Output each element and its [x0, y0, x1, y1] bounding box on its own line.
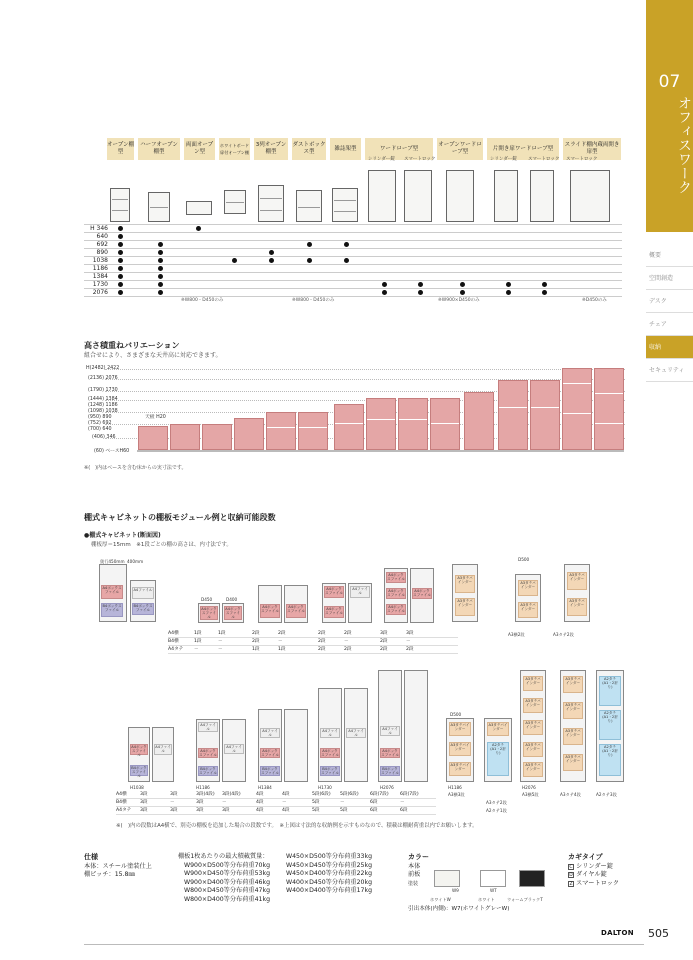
tag-b4-box: B4ボックスファイル — [131, 766, 147, 778]
availability-dot — [118, 266, 123, 271]
tag-a4-box: A4ボックスファイル — [381, 749, 399, 757]
table-row: A4タテ 3段 3段 3段 3段 4段 4段 5段 5段 6段 6段 — [116, 807, 436, 815]
availability-dot — [307, 258, 312, 263]
tag-a4-file: A4ファイル — [224, 744, 244, 754]
sidebar-nav — [646, 244, 693, 382]
stack-bar — [498, 380, 528, 450]
depth-label: 奥行450mm — [100, 559, 125, 564]
col-header: H1038 — [130, 785, 144, 790]
key-smart: Z スマートロック — [569, 879, 620, 887]
availability-dot — [118, 258, 123, 263]
tag-a3-binder: A3タテバインダー — [487, 722, 509, 736]
availability-dot — [382, 290, 387, 295]
availability-dot — [269, 258, 274, 263]
tag-a3-binder: A3タテバインダー — [455, 598, 475, 616]
tag-a3-binder: A3タテバインダー — [523, 676, 543, 691]
cabinet-slide-shelf-illust — [570, 170, 610, 222]
spec-title: 仕様 — [84, 853, 98, 861]
availability-dot — [418, 282, 423, 287]
stack-bar — [334, 404, 364, 450]
cabinet-wardrobe-cyl-illust — [368, 170, 396, 222]
key-cylinder: C シリンダー錠 — [569, 862, 613, 870]
tag-a3-binder: A3タテバインダー — [523, 720, 543, 735]
level-label: (406) 346 — [92, 435, 116, 440]
load-block-right — [286, 853, 398, 896]
stack-bar — [398, 398, 428, 450]
availability-dot — [158, 290, 163, 295]
color-title: カラー — [408, 853, 429, 861]
availability-dot — [460, 290, 465, 295]
level-label: (752) 692 — [88, 421, 112, 426]
tag-a3-binder: A3タテバインダー — [518, 602, 538, 618]
row-label: 1186 — [92, 265, 108, 272]
grid-footnote: ※W800・D450のみ — [181, 298, 224, 303]
tag-a3-binder: A3タテバインダー — [449, 742, 471, 756]
availability-dot — [158, 250, 163, 255]
spec-pitch: 棚ピッチ：15.8㎜ — [84, 871, 135, 879]
height-variation-title: 高さ積重ねバリエーション — [84, 341, 180, 350]
swatch-code: WT — [490, 888, 497, 893]
stack-bar — [170, 424, 200, 450]
tag-a3-binder: A3タテバインダー — [449, 762, 471, 776]
header-3col: 3列オープン棚型 — [253, 137, 289, 161]
cabinet-dustbox-illust — [296, 190, 322, 222]
tag-b4-box: B4ボックスファイル — [101, 603, 123, 617]
tag-a3-binder: A3タテバインダー — [563, 676, 583, 693]
load-title: 棚板1枚あたりの最大積載質量： — [178, 853, 269, 860]
row-label: H 346 — [90, 225, 108, 232]
swatch-name: ホワイトW — [430, 897, 451, 902]
h2076-a2-capacity: A2タテ3段 — [596, 792, 617, 797]
tag-a3-binder: A3タテバインダー — [567, 572, 587, 590]
load-item: W800×D450等分布荷重47kg — [184, 887, 271, 895]
tag-a4-box: A4ボックスファイル — [321, 749, 339, 757]
swatch-t1[interactable] — [519, 870, 545, 887]
key-mark-icon: C — [569, 864, 573, 870]
tag-a3-binder: A3タテバインダー — [449, 722, 471, 736]
stack-bar — [298, 412, 328, 450]
tag-a4-file: A4ファイル — [380, 726, 400, 736]
availability-dot — [196, 226, 201, 231]
sub-smart-3: スマートロック — [566, 157, 598, 162]
availability-dot — [232, 258, 237, 263]
nav-item-desk[interactable]: デスク — [646, 290, 693, 313]
depth-label: D450 — [201, 597, 213, 602]
col-header: H1186 — [448, 785, 462, 790]
sub-cylinder-2: シリンダー錠 — [490, 157, 517, 162]
module-title: 棚式キャビネットの棚板モジュール例と収納可能段数 — [84, 513, 276, 522]
color-block — [408, 853, 429, 888]
tag-a4-box: A4ボックスファイル — [387, 605, 405, 613]
availability-dot — [158, 274, 163, 279]
level-label: (1444) 1384 — [88, 397, 118, 402]
tag-a3-binder: A3タテバインダー — [563, 754, 583, 771]
tag-a4-box: A4ボックスファイル — [324, 586, 344, 598]
availability-dot — [269, 250, 274, 255]
module-h1384-b — [284, 709, 308, 782]
availability-dot — [118, 282, 123, 287]
stack-bar — [464, 392, 494, 450]
table-row: A4横 3段 3段 3段(4段) 3段(4段) 4段 4段 5段(6段) 5段(6段) 6段(7段) 6段(7段) — [116, 791, 436, 799]
key-title: カギタイプ — [568, 853, 603, 861]
tag-a3-binder: A3タテバインダー — [523, 742, 543, 757]
swatch-code: W9 — [452, 888, 459, 893]
row-label: 640 — [96, 233, 108, 240]
header-open: オープン棚型 — [106, 137, 135, 161]
page-number: 505 — [648, 927, 669, 940]
level-label: (2136) 2076 — [88, 376, 118, 381]
top-capacity-table — [168, 630, 458, 654]
availability-dot — [118, 226, 123, 231]
availability-dot — [506, 290, 511, 295]
grid-footnote: ※W800・D450のみ — [292, 298, 335, 303]
tag-b4-box: B4ボックスファイル — [132, 603, 154, 615]
depth-label: D400 — [226, 597, 238, 602]
cabinet-3col-illust — [258, 185, 284, 222]
top-board-label: 天板 H20 — [145, 415, 166, 420]
tag-a3-binder: A3タテバインダー — [563, 728, 583, 745]
availability-dot — [506, 282, 511, 287]
nav-item-chair[interactable]: チェア — [646, 313, 693, 336]
col-header: H1730 — [318, 785, 332, 790]
availability-dot — [158, 282, 163, 287]
availability-dot — [307, 242, 312, 247]
availability-dot — [118, 234, 123, 239]
base-line — [137, 450, 624, 452]
key-mark-icon: Z — [569, 881, 573, 887]
height-variation-desc: 組合せにより、さまざまな天井高に対応できます。 — [84, 352, 222, 359]
table-row: B4横 1段 － 2段 － 2段 － 2段 － — [168, 638, 458, 646]
availability-dot — [460, 282, 465, 287]
availability-dot — [542, 290, 547, 295]
tag-a4-box: A4ボックスファイル — [286, 604, 306, 618]
tag-a4-file: A4ファイル — [132, 587, 154, 599]
header-wardrobe: ワードローブ型 — [364, 137, 434, 161]
tag-a4-box: A4ボックスファイル — [131, 745, 147, 757]
swatch-name: ウォームブラックT — [507, 897, 543, 902]
tag-b4-box: B4ボックスファイル — [261, 767, 279, 775]
tag-a4-file: A4ファイル — [155, 745, 171, 753]
header-double: 両面オープン型 — [183, 137, 216, 161]
swatch-wt[interactable] — [480, 870, 506, 887]
h2076-a3t-capacity: A3タテ4段 — [560, 792, 581, 797]
load-item: W400×D450等分布荷重20kg — [286, 878, 373, 886]
load-item: W900×D500等分布荷重70kg — [184, 861, 271, 869]
cabinet-single-door-smart-illust — [530, 170, 554, 222]
height-note: ※( )内はベースを含む床からの実寸法です。 — [84, 465, 187, 471]
cabinet-open-wardrobe-illust — [446, 170, 474, 222]
tag-a4-box: A4ボックスファイル — [324, 606, 344, 618]
stack-bar — [530, 380, 560, 450]
level-label: (1790) 1730 — [88, 388, 118, 393]
tag-a4-box: A4ボックスファイル — [261, 749, 279, 757]
header-slide-shelf: スライド棚内蔵両開き扉型 — [562, 137, 622, 161]
chapter-tab[interactable] — [646, 0, 693, 232]
spec-body: 本体：スチール塗装仕上 — [84, 862, 152, 870]
header-half-open: ハーフオープン棚型 — [137, 137, 181, 161]
tag-a2: A2タテ(A1・2折り) — [487, 742, 509, 776]
header-dustbox: ダストボックス型 — [291, 137, 327, 161]
cabinet-magazine-illust — [332, 188, 358, 222]
availability-dot — [344, 242, 349, 247]
row-label: 2076 — [92, 289, 108, 296]
row-label: 1038 — [92, 257, 108, 264]
tag-a2: A2タテ(A1・2折り) — [599, 744, 621, 776]
module-subtitle: ●棚式キャビネット(断面図) — [84, 532, 161, 539]
tag-a3-binder: A3タテバインダー — [563, 702, 583, 719]
col-header: H2076 — [522, 785, 536, 790]
row-label: 1730 — [92, 281, 108, 288]
nav-item-space[interactable]: 空間創造 — [646, 267, 693, 290]
load-block-left — [178, 853, 290, 905]
row-label: 1384 — [92, 273, 108, 280]
availability-dot — [542, 282, 547, 287]
load-item: W800×D400等分布荷重41kg — [184, 895, 271, 903]
color-row: 前板 — [408, 871, 421, 879]
col-header: H2076 — [380, 785, 394, 790]
tag-b4-box: B4ボックスファイル — [199, 767, 217, 775]
tag-a4-box: A4ボックスファイル — [199, 749, 217, 757]
tag-a4-box: A4ボックスファイル — [260, 604, 280, 618]
tag-a4-file: A4ファイル — [198, 722, 218, 732]
availability-dot — [118, 242, 123, 247]
tag-b4-box: B4ボックスファイル — [321, 767, 339, 775]
load-item: W900×D400等分布荷重46kg — [184, 878, 271, 886]
stack-bar — [138, 426, 168, 450]
level-label: H(2482) 2422 — [86, 366, 120, 371]
swatch-name: ホワイト — [478, 897, 495, 902]
table-row: A4横 1段 1段 2段 2段 2段 2段 3段 3段 — [168, 630, 458, 638]
h1186-a3-capacity: A3横3段 — [448, 792, 465, 797]
table-row: B4横 3段 － 3段 － 4段 － 5段 － 6段 － — [116, 799, 436, 807]
depth-label: D500 — [450, 712, 462, 717]
bottom-capacity-table — [116, 791, 436, 815]
level-label: (700) 640 — [88, 427, 112, 432]
spec-block — [84, 853, 172, 880]
header-single-door-wardrobe: 片開き扉ワードローブ型 — [486, 137, 560, 161]
load-item: W450×D400等分布荷重22kg — [286, 870, 373, 878]
module-notes: ※( )内の段数はA4横で、別売の棚板を追加した場合の段数です。 ※上図は寸法的な収納例を示すものなので、積載は棚耐荷重以内でお願いします。 — [116, 823, 478, 829]
tag-a2: A2タテ(A1・2折り) — [599, 676, 621, 706]
cabinet-open-illust — [110, 188, 130, 222]
grid-footnote: ※W900×D450のみ — [438, 298, 480, 303]
swatch-code: T1 — [530, 888, 536, 893]
module-h2076-b — [404, 670, 428, 782]
tag-a3-binder: A3タテバインダー — [523, 762, 543, 777]
sub-smart-2: スマートロック — [528, 157, 560, 162]
stack-bar — [234, 418, 264, 450]
table-row: A4タテ － － 1段 1段 2段 2段 2段 2段 — [168, 646, 458, 654]
key-block — [568, 853, 619, 888]
chapter-title: オフィスワーク — [676, 96, 692, 194]
level-label: (60) ベースH60 — [94, 449, 130, 454]
stack-bar — [366, 398, 396, 450]
h1038-a3-capacity: A3タテ2段 — [553, 632, 574, 637]
cabinet-wardrobe-smart-illust — [404, 170, 432, 222]
load-item: W450×D500等分布荷重33kg — [286, 853, 373, 860]
tag-a4-box: A4ボックスファイル — [225, 607, 241, 619]
header-magazine: 雑誌架型 — [329, 137, 362, 161]
nav-item-security[interactable]: セキュリティ — [646, 359, 693, 382]
load-item: W900×D450等分布荷重53kg — [184, 870, 271, 878]
tag-a4-file: A4ファイル — [346, 728, 366, 738]
tag-a4-box: A4ボックスファイル — [413, 589, 431, 597]
inner-color: 引出本体(内側)：W7(ホワイトグレーW) — [408, 906, 510, 912]
availability-dot — [158, 242, 163, 247]
h1186-a2-capacity: A2タテ1段 — [486, 808, 507, 813]
color-row: 塗装 — [408, 880, 419, 887]
header-open-wardrobe: オープンワードローブ型 — [436, 137, 484, 161]
load-item: W450×D450等分布荷重25kg — [286, 861, 373, 869]
tag-a4-file: A4ファイル — [320, 728, 340, 738]
stack-bar — [266, 412, 296, 450]
tag-a4-box: A4ボックスファイル — [387, 573, 405, 581]
brand-logo: DALTON — [601, 929, 634, 937]
stack-bar — [594, 368, 624, 450]
module-spec: 棚板厚＝15mm ※1段ごとの棚の高さは、内寸法です。 — [91, 542, 232, 548]
cabinet-whiteboard-illust — [224, 190, 246, 214]
tag-b4-box: B4ボックスファイル — [381, 767, 399, 775]
nav-item-storage[interactable]: 収納 — [646, 336, 693, 359]
swatch-w9[interactable] — [434, 870, 460, 887]
sub-cylinder-1: シリンダー錠 — [368, 157, 395, 162]
cabinet-double-illust — [186, 201, 212, 215]
depth-label: D500 — [518, 557, 530, 562]
tag-a4-box: A4ボックスファイル — [387, 589, 405, 597]
tag-a3-binder: A3タテバインダー — [567, 598, 587, 616]
availability-dot — [118, 274, 123, 279]
chapter-number: 07 — [658, 72, 681, 92]
h890-a3-capacity: A3横2段 — [508, 632, 525, 637]
cabinet-single-door-cyl-illust — [494, 170, 518, 222]
stack-bar — [202, 424, 232, 450]
header-whiteboard: ホワイトボード扉付オープン棚 — [218, 137, 251, 161]
stack-bar — [562, 368, 592, 450]
cabinet-half-open-illust — [148, 192, 170, 222]
availability-dot — [118, 250, 123, 255]
availability-dot — [118, 290, 123, 295]
availability-dot — [158, 258, 163, 263]
tag-a3-binder: A3タテバインダー — [518, 580, 538, 596]
h1186-a3t-capacity: A3タテ2段 — [486, 800, 507, 805]
tag-a4-box: A4ボックスファイル — [101, 585, 123, 599]
row-label: 890 — [96, 249, 108, 256]
level-label: (1248) 1186 — [88, 403, 118, 408]
col-header: H1384 — [258, 785, 272, 790]
load-item: W400×D400等分布荷重17kg — [286, 887, 373, 895]
h2076-a3-capacity: A3横5段 — [522, 792, 539, 797]
availability-dot — [344, 258, 349, 263]
row-label: 692 — [96, 241, 108, 248]
level-label: (950) 890 — [88, 415, 112, 420]
sub-smart-1: スマートロック — [404, 157, 436, 162]
tag-a4-file: A4ファイル — [350, 586, 370, 598]
tag-a3-binder: A3タテバインダー — [523, 698, 543, 713]
availability-dot — [158, 266, 163, 271]
key-mark-icon: D — [569, 873, 573, 879]
tag-a4-file: A4ファイル — [260, 728, 280, 738]
level-label: (1098) 1038 — [88, 409, 118, 414]
grid-footnote: ※D450のみ — [582, 298, 607, 303]
tag-a3-binder: A3タテバインダー — [455, 575, 475, 593]
key-dial: D ダイヤル錠 — [569, 871, 607, 879]
tag-a4-box: A4ボックスファイル — [201, 607, 217, 619]
stack-bar — [430, 398, 460, 450]
availability-dot — [382, 282, 387, 287]
col-header: H1186 — [196, 785, 210, 790]
nav-item-overview[interactable]: 概要 — [646, 244, 693, 267]
depth-label: 400mm — [127, 559, 144, 564]
tag-a2: A2タテ(A1・2折り) — [599, 710, 621, 740]
color-row: 本体 — [408, 862, 421, 870]
availability-dot — [418, 290, 423, 295]
